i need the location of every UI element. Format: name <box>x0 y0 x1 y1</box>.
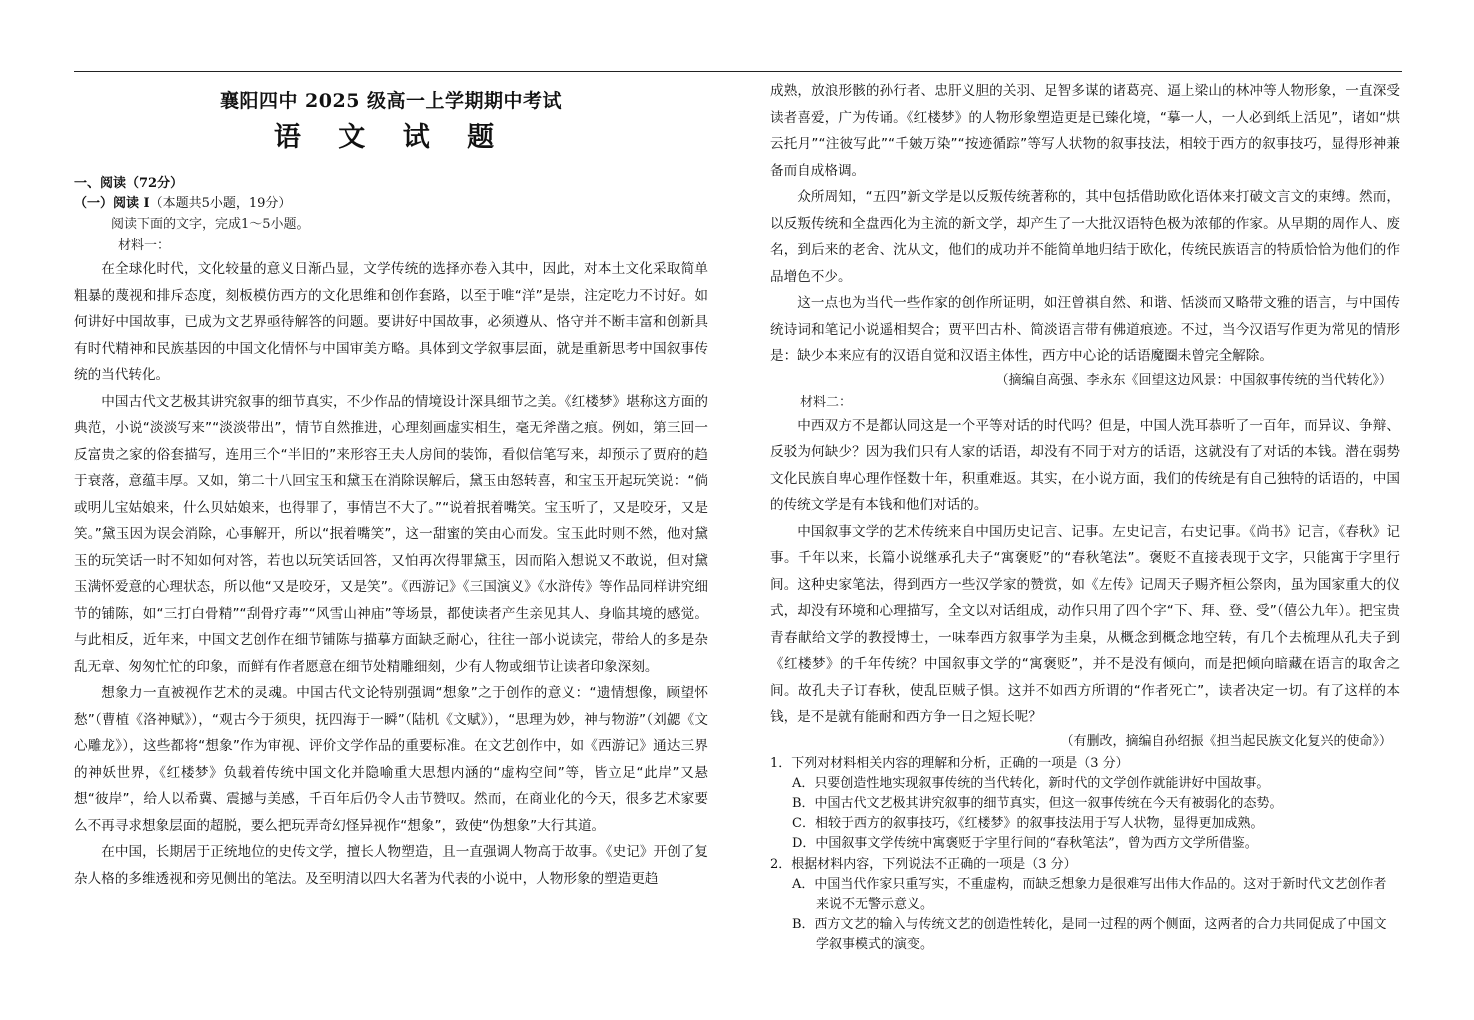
question-2-option-b: B．西方文艺的输入与传统文艺的创造性转化，是同一过程的两个侧面，这两者的合力共同促成了中国文学叙事模式的演变。 <box>792 916 1387 952</box>
material2-label: 材料二： <box>800 394 853 410</box>
material2-paragraph-1: 中西双方不是都认同这是一个平等对话的时代吗？但是，中国人洗耳恭听了一百年，而异议、争辩、反驳为何缺少？因为我们只有人家的话语，却没有不同于对方的话语，这就没有了对话的本钱。潜在弱势文化民族自卑心理作怪数十年，积重难返。其实，在小说方面，我们的传统是有自己独特的话语的，中国的传统文学是有本钱和他们对话的。 <box>770 417 1400 513</box>
question-2-stem: 2．根据材料内容，下列说法不正确的一项是（3 分） <box>770 856 1077 872</box>
material1-paragraph-2: 中国古代文艺极其讲究叙事的细节真实，不少作品的情境设计深具细节之美。《红楼梦》堪称这方面的典范，小说“淡淡写来”“淡淡带出”，情节自然推进，心理刻画虚实相生，毫无斧凿之痕。例如，第三回一反富贵之家的俗套描写，连用三个“半旧的”来形容王夫人房间的装饰，看似信笔写来，却预示了贾府的趋于衰落，意蕴丰厚。又如，第二十八回宝玉和黛玉在消除误解后，黛玉由怒转喜，和宝玉开起玩笑说：“倘或明儿宝姑娘来，什么贝姑娘来，也得罪了，事情岂不大了。”“说着抿着嘴笑。宝玉听了，又是咬牙，又是笑。”黛玉因为误会消除，心事解开，所以“抿着嘴笑”，这一甜蜜的笑由心而发。宝玉此时则不然，他对黛玉的玩笑话一时不知如何对答，若也以玩笑话回答，又怕再次得罪黛玉，因而陷入想说又不敢说，但对黛玉满怀爱意的心理状态，所以他“又是咬牙，又是笑”。《西游记》《三国演义》《水浒传》等作品同样讲究细节的铺陈，如“三打白骨精”“刮骨疗毒”“风雪山神庙”等场景，都使读者产生亲见其人、身临其境的感觉。与此相反，近年来，中国文艺创作在细节铺陈与描摹方面缺乏耐心，往往一部小说读完，带给人的多是杂乱无章、匆匆忙忙的印象，而鲜有作者愿意在细节处精雕细刻，少有人物或细节让读者印象深刻。 <box>74 393 708 675</box>
right-column <box>770 78 1400 955</box>
material1-label: 材料一： <box>118 238 171 253</box>
material1-source: （摘编自高强、李永东《回望这边风景：中国叙事传统的当代转化》） <box>995 372 1392 388</box>
question-2-option-a: A．中国当代作家只重写实，不重虚构，而缺乏想象力是很难写出伟大作品的。这对于新时代文艺创作者来说不无警示意义。 <box>792 876 1387 912</box>
left-column <box>74 78 708 892</box>
part-info: （本题共5小题，19分） <box>149 196 292 211</box>
material1-paragraph-5: 众所周知，“五四”新文学是以反叛传统著称的，其中包括借助欧化语体来打破文言文的束缚。然而，以反叛传统和全盘西化为主流的新文学，却产生了一大批汉语特色极为浓郁的作家。从早期的周作人、废名，到后来的老舍、沈从文，他们的成功并不能简单地归结于欧化，传统民族语言的特质恰恰为他们的作品增色不少。 <box>770 189 1400 285</box>
question-1-option-d: D．中国叙事文学传统中寓褒贬于字里行间的“春秋笔法”，曾为西方文学所借鉴。 <box>792 835 1258 851</box>
question-1-option-b: B．中国古代文艺极其讲究叙事的细节真实，但这一叙事传统在今天有被弱化的态势。 <box>792 795 1283 811</box>
material2-paragraph-2: 中国叙事文学的艺术传统来自中国历史记言、记事。左史记言，右史记事。《尚书》记言，《春秋》记事。千年以来，长篇小说继承孔夫子“寓褒贬”的“春秋笔法”。褒贬不直接表现于文字，只能寓于字里行间。这种史家笔法，得到西方一些汉学家的赞赏，如《左传》记周天子赐齐桓公祭肉，虽为国家重大的仪式，却没有环境和心理描写，全文以对话组成，动作只用了四个字“下、拜、登、受”（僖公九年）。把宝贵青春献给文学的教授博士，一味奉西方叙事学为圭臬，从概念到概念地空转，有几个去梳理从孔夫子到《红楼梦》的千年传统？中国叙事文学的“寓褒贬”，并不是没有倾向，而是把倾向暗藏在语言的取舍之间。故孔夫子订春秋，使乱臣贼子惧。这并不如西方所谓的“作者死亡”，读者决定一切。有了这样的本钱，是不是就有能耐和西方争一日之短长呢？ <box>770 523 1400 725</box>
question-1-stem: 1．下列对材料相关内容的理解和分析，正确的一项是（3 分） <box>770 755 1129 771</box>
part-heading <box>74 194 708 214</box>
section-heading: 一、阅读（72分） <box>74 176 184 191</box>
question-1-option-a: A．只要创造性地实现叙事传统的当代转化，新时代的文学创作就能讲好中国故事。 <box>792 775 1270 791</box>
reading-instruction: 阅读下面的文字，完成1～5小题。 <box>111 217 310 232</box>
school-title: 襄阳四中 2025 级高一上学期期中考试 <box>219 90 563 112</box>
material2-source: （有删改，摘编自孙绍振《担当起民族文化复兴的使命》） <box>1060 733 1392 749</box>
question-1-option-c: C．相较于西方的叙事技巧，《红楼梦》的叙事技法用于写人状物，显得更加成熟。 <box>792 815 1264 831</box>
material1-paragraph-3: 想象力一直被视作艺术的灵魂。中国古代文论特别强调“想象”之于创作的意义：“遗情想像，顾望怀愁”（曹植《洛神赋》），“观古今于须臾，抚四海于一瞬”（陆机《文赋》），“思理为妙，神与物游”（刘勰《文心雕龙》），这些都将“想象”作为审视、评价文学作品的重要标准。在文艺创作中，如《西游记》通达三界的神妖世界，《红楼梦》负载着传统中国文化并隐喻重大思想内涵的“虚构空间”等，皆立足“此岸”又悬想“彼岸”，给人以希冀、震撼与美感，千百年后仍令人击节赞叹。然而，在商业化的今天，很多艺术家要么不再寻求想象层面的超脱，要么把玩弄奇幻怪异视作“想象”，致使“伪想象”大行其道。 <box>74 685 708 834</box>
material1-paragraph-4: 在中国，长期居于正统地位的史传文学，擅长人物塑造，且一直强调人物高于故事。《史记》开创了复杂人格的多维透视和旁见侧出的笔法。及至明清以四大名著为代表的小说中，人物形象的塑造更趋 <box>74 844 708 887</box>
top-rule <box>74 71 1402 72</box>
subject-title: 语 文 试 题 <box>273 122 509 153</box>
part-label: （一）阅读 I <box>74 196 150 211</box>
material1-paragraph-4-continued: 成熟，放浪形骸的孙行者、忠肝义胆的关羽、足智多谋的诸葛亮、逼上梁山的林冲等人物形象，一直深受读者喜爱，广为传诵。《红楼梦》的人物形象塑造更是已臻化境，“摹一人，一人必到纸上活见”，诸如“烘云托月”“注彼写此”“千皴万染”“按迹循踪”等写人状物的叙事技法，相较于西方的叙事技巧，显得形神兼备而自成格调。 <box>770 83 1400 179</box>
material1-paragraph-6: 这一点也为当代一些作家的创作所证明，如汪曾祺自然、和谐、恬淡而又略带文雅的语言，与中国传统诗词和笔记小说遥相契合；贾平凹古朴、简淡语言带有佛道痕迹。不过，当今汉语写作更为常见的情形是：缺少本来应有的汉语自觉和汉语主体性，西方中心论的话语魔圈未曾完全解除。 <box>770 295 1400 364</box>
material1-paragraph-1: 在全球化时代，文化较量的意义日渐凸显，文学传统的选择亦卷入其中，因此，对本土文化采取简单粗暴的蔑视和排斥态度，刻板模仿西方的文化思维和创作套路，以至于唯“洋”是崇，注定吃力不讨好。如何讲好中国故事，已成为文艺界亟待解答的问题。要讲好中国故事，必须遵从、恪守并不断丰富和创新具有时代精神和民族基因的中国文化情怀与中国审美方略。具体到文学叙事层面，就是重新思考中国叙事传统的当代转化。 <box>74 261 708 383</box>
